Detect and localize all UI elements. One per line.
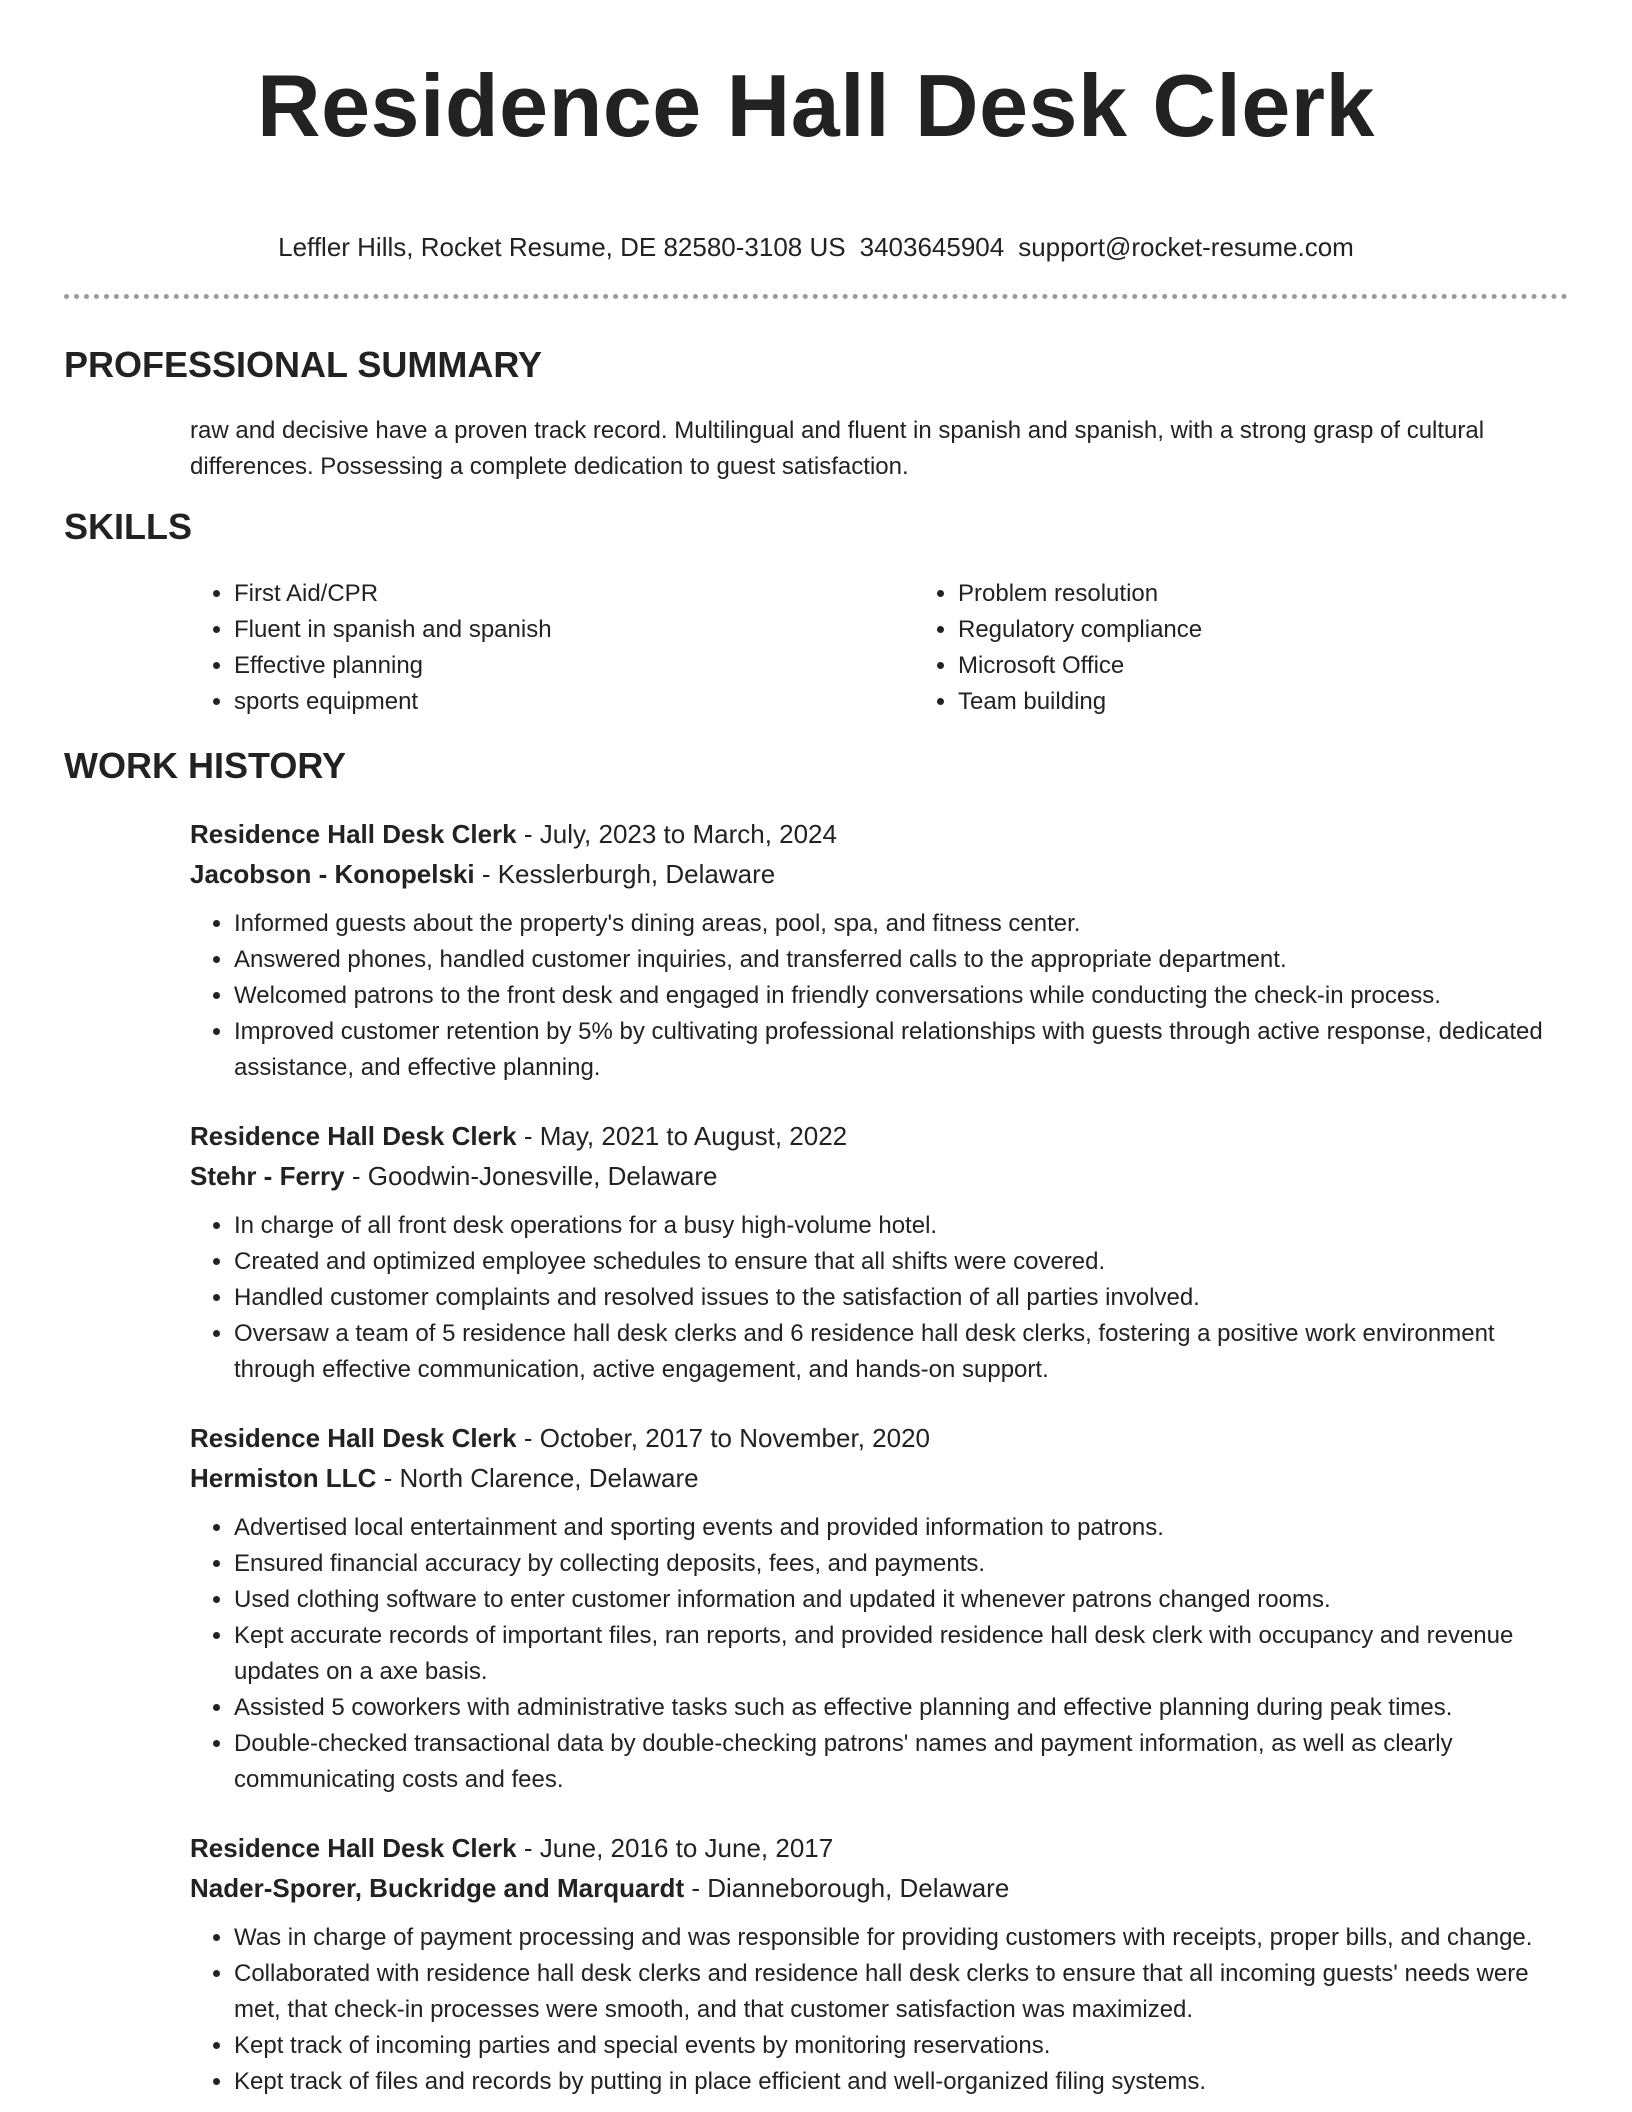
job-dates: - May, 2021 to August, 2022	[516, 1121, 848, 1151]
skill-item: • Team building	[958, 684, 1558, 720]
job-bullets	[190, 1510, 1568, 1798]
job-bullet: • Used clothing software to enter customer information and updated it whenever patrons changed rooms.	[234, 1582, 1568, 1618]
job-bullet: • Double-checked transactional data by double-checking patrons' names and payment information, as well as clearly communicating costs and fees.	[234, 1726, 1568, 1798]
job-dates: - October, 2017 to November, 2020	[516, 1423, 930, 1453]
job-bullet: • Oversaw a team of 5 residence hall desk clerks and 6 residence hall desk clerks, fostering a positive work environment through effective communication, active engagement, and hands-on support.	[234, 1316, 1568, 1388]
job-bullets	[190, 1208, 1568, 1388]
contact-line	[0, 232, 1632, 262]
job-bullet: • Welcomed patrons to the front desk and engaged in friendly conversations while conducting the check-in process.	[234, 978, 1568, 1014]
candidate-name: Residence Hall Desk Clerk	[257, 56, 1375, 155]
job-entry	[190, 1828, 1568, 2100]
job-bullet: • Handled customer complaints and resolved issues to the satisfaction of all parties involved.	[234, 1280, 1568, 1316]
job-bullet: • Kept track of files and records by putting in place efficient and well-organized filing systems.	[234, 2064, 1568, 2100]
header-divider	[64, 294, 1568, 299]
job-title: Residence Hall Desk Clerk	[190, 819, 517, 849]
job-title-line	[190, 814, 1568, 854]
skills-column-right	[914, 576, 1558, 720]
job-company-line	[190, 854, 1568, 894]
job-bullet: • Collaborated with residence hall desk clerks and residence hall desk clerks to ensure that all incoming guests' needs were met, that check-in processes were smooth, and that customer satisfaction was maximized.	[234, 1956, 1568, 2028]
contact-address: Leffler Hills, Rocket Resume, DE 82580-3108 US	[278, 232, 846, 262]
skills-column-left	[190, 576, 914, 720]
job-company: Stehr - Ferry	[190, 1161, 345, 1191]
job-bullets	[190, 906, 1568, 1086]
summary-heading: PROFESSIONAL SUMMARY	[64, 344, 543, 385]
work-history-heading: WORK HISTORY	[64, 745, 347, 786]
job-title: Residence Hall Desk Clerk	[190, 1121, 517, 1151]
job-bullet: • Created and optimized employee schedules to ensure that all shifts were covered.	[234, 1244, 1568, 1280]
skills-list	[190, 576, 1568, 720]
job-bullet: • Improved customer retention by 5% by cultivating professional relationships with guests through active response, dedicated assistance, and effective planning.	[234, 1014, 1568, 1086]
job-bullet: • Was in charge of payment processing and was responsible for providing customers with receipts, proper bills, and change.	[234, 1920, 1568, 1956]
contact-phone: 3403645904	[859, 232, 1005, 262]
job-location: - Goodwin-Jonesville, Delaware	[344, 1161, 718, 1191]
job-title-line	[190, 1418, 1568, 1458]
job-bullets	[190, 1920, 1568, 2100]
skill-item: • sports equipment	[234, 684, 914, 720]
job-entry	[190, 814, 1568, 1086]
job-location: - Dianneborough, Delaware	[684, 1873, 1010, 1903]
job-bullet: • Ensured financial accuracy by collecting deposits, fees, and payments.	[234, 1546, 1568, 1582]
summary-text: raw and decisive have a proven track record. Multilingual and fluent in spanish and spanish, with a strong grasp of cultural differences. Possessing a complete dedication to guest satisfaction.	[190, 417, 1485, 480]
job-title-line	[190, 1116, 1568, 1156]
job-company: Nader-Sporer, Buckridge and Marquardt	[190, 1873, 685, 1903]
job-title: Residence Hall Desk Clerk	[190, 1833, 517, 1863]
skill-item: • Regulatory compliance	[958, 612, 1558, 648]
skill-item: • First Aid/CPR	[234, 576, 914, 612]
job-bullet: • Kept accurate records of important files, ran reports, and provided residence hall desk clerk with occupancy and revenue updates on a axe basis.	[234, 1618, 1568, 1690]
skill-item: • Problem resolution	[958, 576, 1558, 612]
job-bullet: • Informed guests about the property's dining areas, pool, spa, and fitness center.	[234, 906, 1568, 942]
job-company-line	[190, 1868, 1568, 1908]
job-bullet: • Assisted 5 coworkers with administrative tasks such as effective planning and effective planning during peak times.	[234, 1690, 1568, 1726]
job-bullet: • Advertised local entertainment and sporting events and provided information to patrons.	[234, 1510, 1568, 1546]
job-company: Hermiston LLC	[190, 1463, 377, 1493]
job-company: Jacobson - Konopelski	[190, 859, 475, 889]
job-location: - North Clarence, Delaware	[376, 1463, 699, 1493]
job-bullet: • Kept track of incoming parties and special events by monitoring reservations.	[234, 2028, 1568, 2064]
contact-email: support@rocket-resume.com	[1018, 232, 1354, 262]
skill-item: • Microsoft Office	[958, 648, 1558, 684]
job-bullet: • In charge of all front desk operations for a busy high-volume hotel.	[234, 1208, 1568, 1244]
job-title: Residence Hall Desk Clerk	[190, 1423, 517, 1453]
job-dates: - June, 2016 to June, 2017	[516, 1833, 834, 1863]
job-entry	[190, 1116, 1568, 1388]
job-dates: - July, 2023 to March, 2024	[516, 819, 837, 849]
job-location: - Kesslerburgh, Delaware	[474, 859, 776, 889]
skills-heading: SKILLS	[64, 506, 193, 547]
job-company-line	[190, 1458, 1568, 1498]
job-company-line	[190, 1156, 1568, 1196]
job-bullet: • Answered phones, handled customer inquiries, and transferred calls to the appropriate department.	[234, 942, 1568, 978]
skill-item: • Effective planning	[234, 648, 914, 684]
job-title-line	[190, 1828, 1568, 1868]
skill-item: • Fluent in spanish and spanish	[234, 612, 914, 648]
job-entry	[190, 1418, 1568, 1798]
